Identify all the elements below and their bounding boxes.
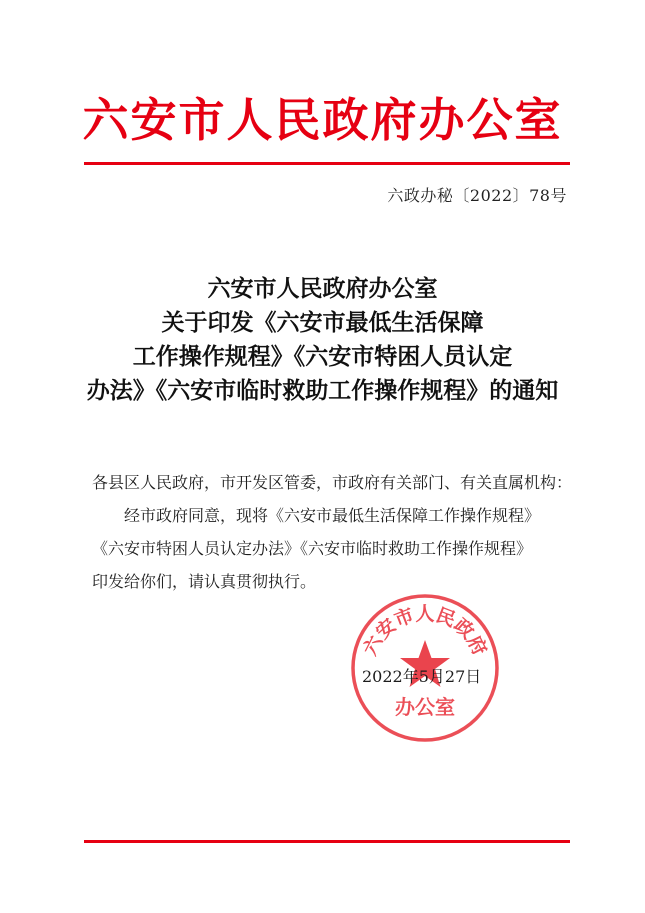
body-paragraph bbox=[92, 499, 578, 598]
paragraph-line: 《六安市特困人员认定办法》《六安市临时救助工作操作规程》 bbox=[92, 539, 533, 558]
signature-date: 2022年5月27日 bbox=[362, 667, 482, 686]
title-line: 六安市人民政府办公室 bbox=[207, 275, 438, 302]
paragraph-line: 印发给你们，请认真贯彻执行。 bbox=[92, 572, 317, 591]
title-line: 工作操作规程》《六安市特困人员认定 bbox=[132, 343, 513, 370]
document-title bbox=[0, 272, 645, 408]
svg-text:办公室: 办公室 bbox=[395, 695, 455, 719]
document-number: 六政办秘〔2022〕78号 bbox=[387, 186, 567, 205]
header-red-rule bbox=[84, 162, 570, 165]
footer-red-rule bbox=[84, 840, 570, 843]
issuing-org-header: 六安市人民政府办公室 bbox=[82, 93, 563, 147]
title-line: 关于印发《六安市最低生活保障 bbox=[161, 309, 484, 336]
title-line: 办法》《六安市临时救助工作操作规程》的通知 bbox=[86, 377, 559, 404]
salutation: 各县区人民政府，市开发区管委，市政府有关部门、有关直属机构： bbox=[92, 473, 573, 492]
paragraph-line: 经市政府同意，现将《六安市最低生活保障工作操作规程》 bbox=[124, 506, 541, 525]
svg-text:六安市人民政府: 六安市人民政府 bbox=[359, 603, 491, 660]
